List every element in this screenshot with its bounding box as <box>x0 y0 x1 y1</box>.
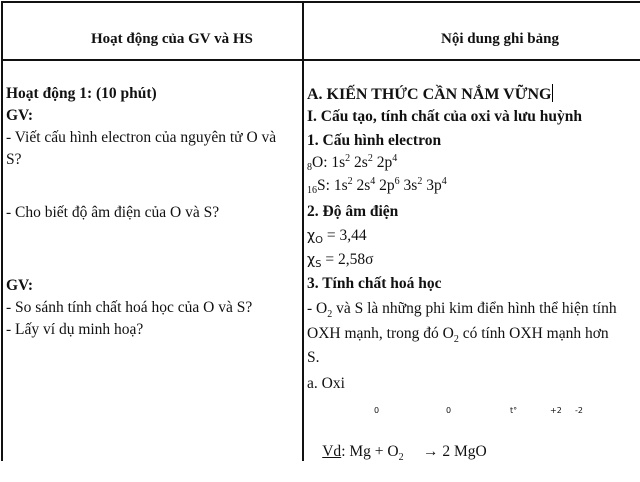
subsection-chemical-properties: 3. Tính chất hoá học <box>307 275 442 292</box>
section-a-heading[interactable]: A. KIẾN THỨC CẦN NẮM VỮNG <box>307 86 552 103</box>
text-cursor <box>552 84 553 102</box>
ox-state-mg-product: +2 <box>550 406 562 415</box>
table-header-row <box>3 3 640 61</box>
activity-title: Hoạt động 1: (10 phút) <box>6 85 157 102</box>
subsection-electron-config: 1. Cấu hình electron <box>307 132 442 149</box>
header-activities: Hoạt động của GV và HS <box>91 31 253 47</box>
ox-state-mg: 0 <box>374 406 380 415</box>
electronegativity-sulfur: χS = 2,58σ <box>307 251 374 270</box>
header-board-content: Nội dung ghi bảng <box>441 31 559 47</box>
chi-symbol: χ <box>307 228 316 244</box>
question-electron-config-cont: S? <box>6 151 22 168</box>
column-divider <box>302 3 304 461</box>
gv-label-2: GV: <box>6 277 33 294</box>
chem-properties-line-1: - $O_2$ và S là những phi kim điển hình thể hiện tính <box>307 300 617 321</box>
subsection-electronegativity: 2. Độ âm điện <box>307 203 399 220</box>
question-compare-properties: - So sánh tính chất hoá học của O và S? <box>6 299 253 316</box>
question-example: - Lấy ví dụ minh hoạ? <box>6 321 144 338</box>
chi-symbol: χ <box>307 252 316 268</box>
question-electronegativity: - Cho biết độ âm điện của O và S? <box>6 204 220 221</box>
oxidation-states-row <box>307 406 637 418</box>
sulfur-config: 16S: $1s^2$ $2s^4$ $2p^6$ $3s^2$ $3p^4$ <box>307 175 447 196</box>
question-electron-config: - Viết cấu hình electron của nguyên tử O và <box>6 129 277 146</box>
section-i-heading: I. Cấu tạo, tính chất của oxi và lưu huỳnh <box>307 108 583 125</box>
ox-state-o-product: -2 <box>575 406 583 415</box>
subsection-oxygen: a. Oxi <box>307 375 345 392</box>
example-reaction: Vd: $Mg + O_2$ → 2 MgO <box>322 443 487 464</box>
electronegativity-oxygen: χO = 3,44 <box>307 227 367 246</box>
oxygen-config: 8O: $1s^2$ $2s^2$ $2p^4$ <box>307 152 398 173</box>
reaction-condition: t° <box>510 406 518 415</box>
chem-properties-line-2: OXH mạnh, trong đó $O_2$ có tính OXH mạnh hơn <box>307 325 609 346</box>
ox-state-o2: 0 <box>446 406 452 415</box>
gv-label: GV: <box>6 107 33 124</box>
chem-properties-line-3: S. <box>307 349 320 366</box>
